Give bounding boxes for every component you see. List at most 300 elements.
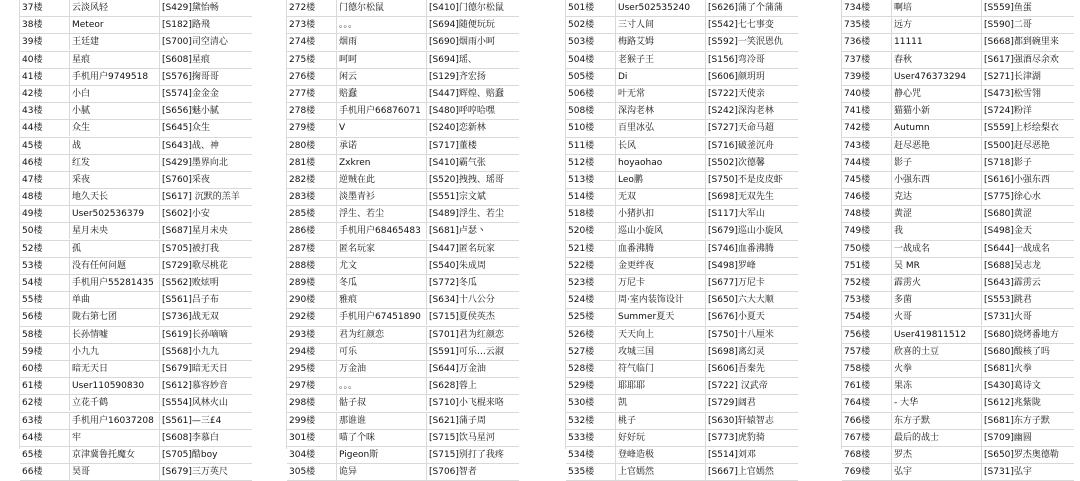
table-row — [842, 172, 1074, 189]
user-name-cell: 赔蠢 — [337, 86, 427, 102]
floor-cell: 280楼 — [287, 138, 337, 154]
table-row — [287, 69, 519, 86]
user-name-cell: - 大华 — [892, 395, 982, 411]
floor-cell: 39楼 — [20, 34, 70, 50]
server-name-cell: [S679]三万英尺 — [162, 467, 228, 478]
floor-cell: 298楼 — [287, 395, 337, 411]
user-name-cell: 攻城三国 — [616, 344, 706, 360]
table-row — [287, 327, 519, 344]
floor-cell: 521楼 — [566, 241, 616, 257]
server-name-cell: [S643]霹雳云 — [984, 278, 1041, 288]
user-name-cell: 11111 — [892, 34, 982, 50]
table-row — [842, 189, 1074, 206]
server-name-cell: [S242]深沟老林 — [708, 106, 774, 117]
server-name-cell: [S542]七七事变 — [708, 20, 774, 31]
server-name-cell: [S576]掬哥哥 — [162, 71, 219, 82]
user-name-cell: User502535240 — [616, 0, 706, 16]
floor-cell: 278楼 — [287, 103, 337, 119]
server-name-cell: [S736]战无双 — [162, 312, 219, 323]
server-name-cell: [S606]吾秦先 — [708, 363, 765, 374]
table-row — [842, 309, 1074, 326]
server-name-cell: [S498]金天 — [984, 226, 1032, 237]
server-name-cell: [S717]董楼 — [429, 140, 477, 151]
floor-cell: 297楼 — [287, 378, 337, 394]
floor-cell: 41楼 — [20, 69, 70, 85]
table-row — [20, 17, 252, 34]
server-name-cell: [S679]暗无天日 — [162, 363, 228, 374]
table-row — [566, 172, 798, 189]
user-name-cell: 匿名玩家 — [337, 241, 427, 257]
table-row — [566, 34, 798, 51]
user-name-cell: 淡墨青衫 — [337, 189, 427, 205]
table-row — [566, 120, 798, 137]
user-name-cell: 手机用户55281435 — [70, 275, 160, 291]
table-row — [842, 120, 1074, 137]
server-name-cell: [S715]饮马星河 — [429, 432, 495, 443]
table-row — [842, 430, 1074, 447]
user-name-cell: 小强东西 — [892, 172, 982, 188]
user-name-cell: Autumn — [892, 120, 982, 136]
user-name-cell: 星痕 — [70, 52, 160, 68]
table-row — [566, 292, 798, 309]
user-name-cell: V — [337, 120, 427, 136]
user-name-cell: 登峰造极 — [616, 447, 706, 463]
user-name-cell: 呵呵 — [337, 52, 427, 68]
user-name-cell: 星月未央 — [70, 223, 160, 239]
floor-cell: 740楼 — [842, 86, 892, 102]
user-name-cell: 万尼卡 — [616, 275, 706, 291]
user-name-cell: Di — [616, 69, 706, 85]
floor-cell: 279楼 — [287, 120, 337, 136]
table-row — [20, 395, 252, 412]
table-row — [20, 223, 252, 240]
server-name-cell: [S644]一战成名 — [984, 243, 1050, 254]
floor-cell: 735楼 — [842, 17, 892, 33]
floor-cell: 768楼 — [842, 447, 892, 463]
table-row — [287, 86, 519, 103]
table-row — [842, 103, 1074, 120]
table-row — [842, 292, 1074, 309]
floor-cell: 767楼 — [842, 430, 892, 446]
server-name-cell: [S617]强酒尽余欢 — [984, 54, 1059, 65]
server-name-cell: [S551]宗文斌 — [429, 192, 486, 203]
server-name-cell: [S616]小强东西 — [984, 174, 1050, 185]
table-row — [287, 258, 519, 275]
floor-cell: 50楼 — [20, 223, 70, 239]
table-row — [566, 241, 798, 258]
table-row — [287, 361, 519, 378]
server-name-cell: [S709]幽圆 — [984, 432, 1032, 443]
server-name-cell: [S590]二哥 — [984, 20, 1032, 31]
server-name-cell: [S617] 沉默的羔羊 — [162, 192, 240, 203]
user-name-cell: hoyaohao — [616, 155, 706, 171]
floor-cell: 56楼 — [20, 309, 70, 325]
table-row — [842, 464, 1074, 481]
server-name-cell: [S429]黛怡畅 — [162, 3, 219, 13]
floor-cell: 527楼 — [566, 344, 616, 360]
user-name-cell: 上官嫣然 — [616, 464, 706, 480]
table-row — [842, 17, 1074, 34]
table-row — [842, 395, 1074, 412]
table-row — [842, 361, 1074, 378]
floor-cell: 528楼 — [566, 361, 616, 377]
floor-cell: 769楼 — [842, 464, 892, 480]
user-name-cell: 小猪扒扣 — [616, 206, 706, 222]
floor-cell: 37楼 — [20, 0, 70, 16]
server-name-cell: [S681]卢瑟丶 — [429, 226, 486, 237]
user-name-cell: 单曲 — [70, 292, 160, 308]
floor-cell: 506楼 — [566, 86, 616, 102]
server-name-cell: [S574]金金金 — [162, 88, 219, 99]
column-block-2 — [287, 0, 519, 481]
server-name-cell: [S676]小夏天 — [708, 312, 765, 323]
server-name-cell: [S498]罗峰 — [708, 260, 756, 271]
table-row — [287, 241, 519, 258]
table-row — [20, 464, 252, 481]
table-row — [20, 327, 252, 344]
floor-cell: 758楼 — [842, 361, 892, 377]
table-row — [20, 292, 252, 309]
server-name-cell: [S668]都到碗里来 — [984, 37, 1059, 48]
table-row — [287, 378, 519, 395]
user-name-cell: 众生 — [70, 120, 160, 136]
table-row — [566, 223, 798, 240]
server-name-cell: [S592]一笑泯恩仇 — [708, 37, 783, 48]
server-name-cell: [S514]刘邓 — [708, 449, 756, 460]
user-name-cell: 王廷建 — [70, 34, 160, 50]
table-row — [566, 275, 798, 292]
user-name-cell: 手机用户9749518 — [70, 69, 160, 85]
server-name-cell: [S760]采夜 — [162, 174, 210, 185]
floor-cell: 533楼 — [566, 430, 616, 446]
user-name-cell: 远方 — [892, 17, 982, 33]
server-name-cell: [S680]黄涩 — [984, 209, 1032, 220]
table-row — [287, 395, 519, 412]
table-row — [842, 275, 1074, 292]
floor-cell: 40楼 — [20, 52, 70, 68]
server-name-cell: [S429]墨界向北 — [162, 157, 228, 168]
floor-cell: 742楼 — [842, 120, 892, 136]
user-name-cell: 烟雨 — [337, 34, 427, 50]
floor-cell: 514楼 — [566, 189, 616, 205]
block-divider — [286, 0, 287, 449]
server-name-cell: [S645]众生 — [162, 123, 210, 134]
user-name-cell: 啊培 — [892, 0, 982, 16]
server-name-cell: [S628]蓉上 — [429, 381, 477, 392]
user-name-cell: 逆贼在此 — [337, 172, 427, 188]
table-row — [566, 327, 798, 344]
floor-cell: 48楼 — [20, 189, 70, 205]
user-name-cell: 百里冰弘 — [616, 120, 706, 136]
table-row — [20, 258, 252, 275]
user-name-cell: 欣喜的土豆 — [892, 344, 982, 360]
server-name-cell: [S271]长津湖 — [984, 71, 1041, 82]
server-name-cell: [S634]十八公分 — [429, 295, 495, 306]
server-name-cell: [S729]歌尽桃花 — [162, 260, 228, 271]
table-row — [20, 120, 252, 137]
floor-cell: 45楼 — [20, 138, 70, 154]
table-row — [566, 258, 798, 275]
table-row — [566, 103, 798, 120]
floor-cell: 529楼 — [566, 378, 616, 394]
floor-cell: 273楼 — [287, 17, 337, 33]
table-row — [842, 0, 1074, 17]
table-row — [287, 155, 519, 172]
server-name-cell: [S729]阔君 — [708, 398, 756, 409]
server-name-cell: [S129]齐宏扬 — [429, 71, 486, 82]
user-name-cell: 红发 — [70, 155, 160, 171]
floor-cell: 65楼 — [20, 447, 70, 463]
server-name-cell: [S750]十八厘米 — [708, 329, 774, 340]
table-row — [287, 17, 519, 34]
table-row — [842, 223, 1074, 240]
server-name-cell: [S630]轩辕智志 — [708, 415, 774, 426]
floor-cell: 504楼 — [566, 52, 616, 68]
user-name-cell: 可乐 — [337, 344, 427, 360]
table-row — [566, 52, 798, 69]
table-row — [20, 275, 252, 292]
floor-cell: 501楼 — [566, 0, 616, 16]
user-name-cell: 牢 — [70, 430, 160, 446]
server-name-cell: [S679]巡山小旋风 — [708, 226, 783, 237]
floor-cell: 299楼 — [287, 413, 337, 429]
user-name-cell: 陇右第七团 — [70, 309, 160, 325]
user-name-cell: 黄涩 — [892, 206, 982, 222]
floor-cell: 53楼 — [20, 258, 70, 274]
floor-cell: 285楼 — [287, 206, 337, 222]
floor-cell: 525楼 — [566, 309, 616, 325]
server-name-cell: [S731]火哥 — [984, 312, 1032, 323]
table-row — [842, 86, 1074, 103]
table-row — [566, 378, 798, 395]
user-name-cell: 采夜 — [70, 172, 160, 188]
server-name-cell: [S559]鱼蛋 — [984, 3, 1032, 13]
floor-cell: 748楼 — [842, 206, 892, 222]
user-name-cell: 霹雳火 — [892, 275, 982, 291]
user-name-cell: Meteor — [70, 17, 160, 33]
server-name-cell: [S561]吕子布 — [162, 295, 219, 306]
floor-cell: 746楼 — [842, 189, 892, 205]
server-name-cell: [S722]天使亲 — [708, 88, 765, 99]
server-name-cell: [S447]辉煌、赔蠢 — [429, 88, 504, 99]
server-name-cell: [S591]可乐…云淑 — [429, 346, 504, 357]
user-name-cell: 多菌 — [892, 292, 982, 308]
server-name-cell: [S688]吴志龙 — [984, 260, 1041, 271]
server-name-cell: [S750]不是皮皮虾 — [708, 174, 783, 185]
table-row — [566, 0, 798, 17]
server-name-cell: [S718]影子 — [984, 157, 1032, 168]
user-name-cell: 小白 — [70, 86, 160, 102]
floor-cell: 283楼 — [287, 189, 337, 205]
floor-cell: 47楼 — [20, 172, 70, 188]
floor-cell: 764楼 — [842, 395, 892, 411]
table-row — [287, 292, 519, 309]
user-name-cell: 最后的战士 — [892, 430, 982, 446]
floor-cell: 59楼 — [20, 344, 70, 360]
server-name-cell: [S156]弯冷哥 — [708, 54, 765, 65]
server-name-cell: [S773]虎豹骑 — [708, 432, 765, 443]
user-name-cell: 浮生、若尘 — [337, 206, 427, 222]
floor-cell: 757楼 — [842, 344, 892, 360]
floor-cell: 741楼 — [842, 103, 892, 119]
floor-cell: 524楼 — [566, 292, 616, 308]
user-name-cell: 深沟老林 — [616, 103, 706, 119]
table-row — [20, 0, 252, 17]
user-name-cell: 手机用户66876071 — [337, 103, 427, 119]
user-name-cell: 一战成名 — [892, 241, 982, 257]
floor-cell: 754楼 — [842, 309, 892, 325]
user-name-cell: 赶尽恶艳 — [892, 138, 982, 154]
user-name-cell: 好好玩 — [616, 430, 706, 446]
user-name-cell: Pigeon斯 — [337, 447, 427, 463]
server-name-cell: [S746]血番沸腾 — [708, 243, 774, 254]
server-name-cell: [S489]浮生、若尘 — [429, 209, 504, 220]
server-name-cell: [S716]破釜沉舟 — [708, 140, 774, 151]
table-row — [20, 189, 252, 206]
server-name-cell: [S650]六大大顺 — [708, 295, 774, 306]
user-name-cell: 果冻 — [892, 378, 982, 394]
floor-cell: 305楼 — [287, 464, 337, 480]
table-row — [842, 447, 1074, 464]
server-name-cell: [S619]长孙嘀嘀 — [162, 329, 228, 340]
user-name-cell: 立花千鹤 — [70, 395, 160, 411]
table-row — [287, 34, 519, 51]
floor-cell: 535楼 — [566, 464, 616, 480]
table-row — [20, 378, 252, 395]
floor-cell: 503楼 — [566, 34, 616, 50]
floor-cell: 523楼 — [566, 275, 616, 291]
table-row — [20, 138, 252, 155]
floor-cell: 505楼 — [566, 69, 616, 85]
floor-cell: 301楼 — [287, 430, 337, 446]
user-name-cell: 尤文 — [337, 258, 427, 274]
user-name-cell: Leo鹏 — [616, 172, 706, 188]
server-name-cell: [S650]罗杰奥德勒 — [984, 449, 1059, 460]
floor-cell: 745楼 — [842, 172, 892, 188]
table-row — [287, 309, 519, 326]
user-name-cell: User419811512 — [892, 327, 982, 343]
user-name-cell: 影子 — [892, 155, 982, 171]
user-name-cell: 手机用户68465483 — [337, 223, 427, 239]
floor-cell: 750楼 — [842, 241, 892, 257]
user-name-cell: 天天向上 — [616, 327, 706, 343]
server-name-cell: [S562]败炫明 — [162, 278, 219, 288]
user-name-cell: User502536379 — [70, 206, 160, 222]
user-name-cell: 小腻 — [70, 103, 160, 119]
table-row — [566, 447, 798, 464]
table-row — [842, 155, 1074, 172]
user-name-cell: 猫猫小新 — [892, 103, 982, 119]
floor-cell: 739楼 — [842, 69, 892, 85]
server-name-cell: [S643]战、神 — [162, 140, 219, 151]
table-row — [566, 413, 798, 430]
floor-cell: 752楼 — [842, 275, 892, 291]
floor-cell: 294楼 — [287, 344, 337, 360]
server-name-cell: [S715]夏侯英杰 — [429, 312, 495, 323]
user-name-cell: 血番沸腾 — [616, 241, 706, 257]
floor-cell: 286楼 — [287, 223, 337, 239]
floor-cell: 526楼 — [566, 327, 616, 343]
table-row — [566, 17, 798, 34]
user-name-cell: 昊哥 — [70, 464, 160, 480]
user-name-cell: 桃子 — [616, 413, 706, 429]
user-name-cell: 云淡风轻 — [70, 0, 160, 16]
user-name-cell: 春秋 — [892, 52, 982, 68]
floor-cell: 502楼 — [566, 17, 616, 33]
server-name-cell: [S727]天命马超 — [708, 123, 774, 134]
floor-cell: 64楼 — [20, 430, 70, 446]
user-name-cell: 。。。 — [337, 378, 427, 394]
floor-cell: 753楼 — [842, 292, 892, 308]
user-name-cell: 吴 MR — [892, 258, 982, 274]
server-name-cell: [S621]蒲子周 — [429, 415, 486, 426]
table-row — [566, 86, 798, 103]
table-row — [566, 189, 798, 206]
table-row — [566, 361, 798, 378]
server-name-cell: [S561]—三£4 — [162, 415, 222, 426]
user-name-cell: 京津冀鲁托魔女 — [70, 447, 160, 463]
table-row — [842, 413, 1074, 430]
floor-cell: 61楼 — [20, 378, 70, 394]
user-name-cell: 战 — [70, 138, 160, 154]
table-row — [566, 206, 798, 223]
table-row — [20, 413, 252, 430]
server-name-cell: [S410]门德尔松鼠 — [429, 3, 504, 13]
table-row — [287, 120, 519, 137]
table-row — [287, 447, 519, 464]
user-name-cell: 无双 — [616, 189, 706, 205]
block-divider — [841, 0, 842, 449]
floor-cell: 513楼 — [566, 172, 616, 188]
server-name-cell: [S117]大军山 — [708, 209, 765, 220]
table-row — [20, 309, 252, 326]
floor-cell: 512楼 — [566, 155, 616, 171]
table-row — [20, 344, 252, 361]
user-name-cell: 火拳 — [892, 361, 982, 377]
server-name-cell: [S698]无双先生 — [708, 192, 774, 203]
table-row — [842, 52, 1074, 69]
user-name-cell: 三寸人间 — [616, 17, 706, 33]
floor-cell: 534楼 — [566, 447, 616, 463]
server-name-cell: [S182]路飛 — [162, 20, 210, 31]
table-row — [287, 52, 519, 69]
floor-cell: 304楼 — [287, 447, 337, 463]
table-row — [566, 395, 798, 412]
table-row — [566, 309, 798, 326]
user-name-cell: User110590830 — [70, 378, 160, 394]
server-name-cell: [S602]小安 — [162, 209, 210, 220]
user-name-cell: 手机用户67451890 — [337, 309, 427, 325]
user-name-cell: 罗杰 — [892, 447, 982, 463]
block-divider — [19, 0, 20, 449]
user-name-cell: 长风 — [616, 138, 706, 154]
column-block-1 — [20, 0, 252, 481]
table-row — [287, 189, 519, 206]
server-name-cell: [S612]慕容妙音 — [162, 381, 228, 392]
floor-cell: 60楼 — [20, 361, 70, 377]
user-name-cell: 诡异 — [337, 464, 427, 480]
floor-cell: 734楼 — [842, 0, 892, 16]
user-name-cell: 静心咒 — [892, 86, 982, 102]
floor-cell: 756楼 — [842, 327, 892, 343]
server-name-cell: [S724]粉洋 — [984, 106, 1032, 117]
server-name-cell: [S473]松雪翎 — [984, 88, 1041, 99]
floor-cell: 737楼 — [842, 52, 892, 68]
floor-cell: 42楼 — [20, 86, 70, 102]
floor-cell: 66楼 — [20, 464, 70, 480]
floor-cell: 749楼 — [842, 223, 892, 239]
floor-cell: 55楼 — [20, 292, 70, 308]
